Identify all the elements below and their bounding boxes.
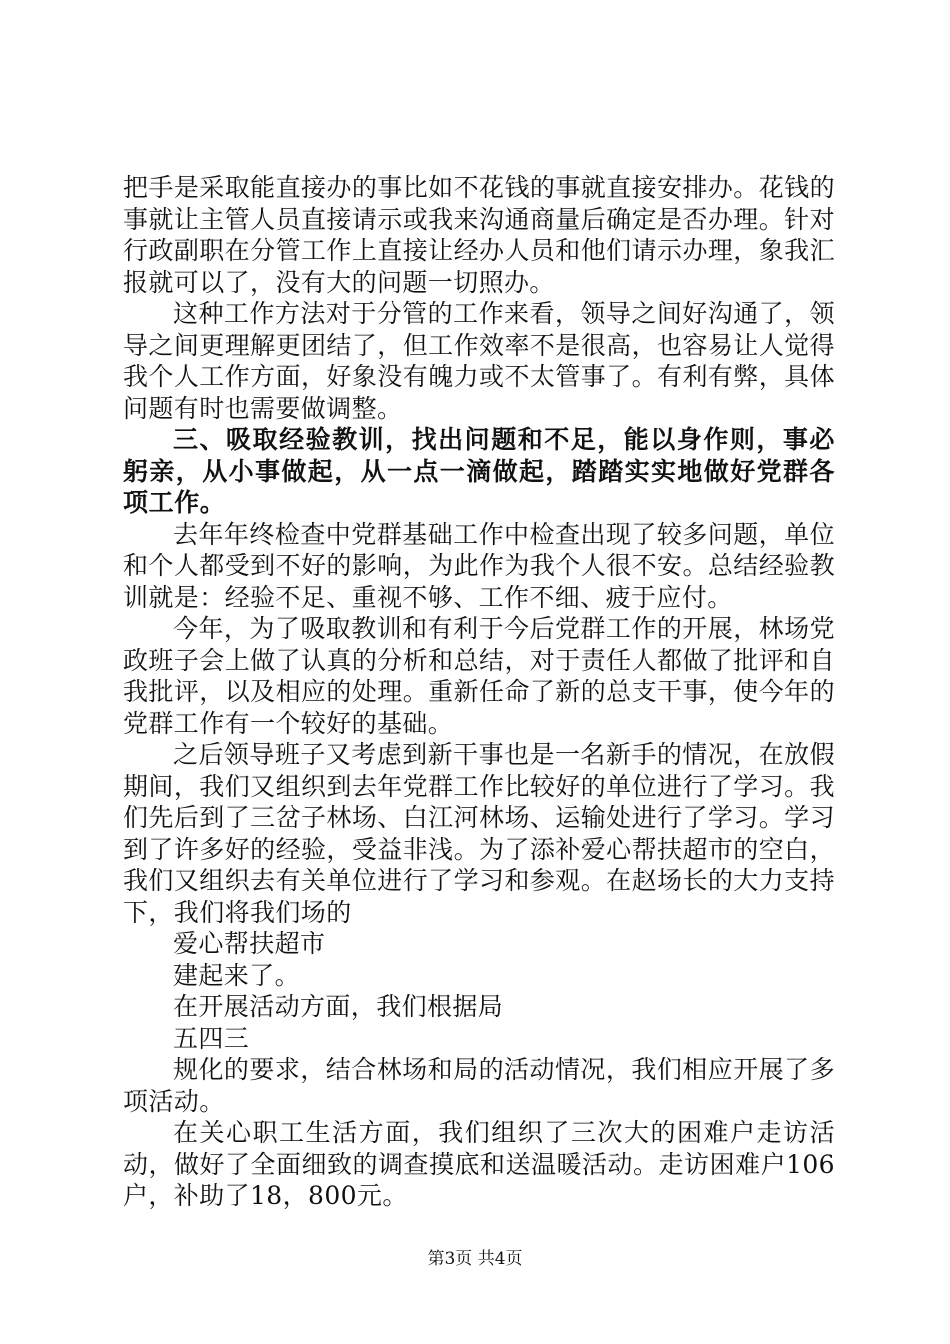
page-number: 第3页 共4页 bbox=[427, 1249, 523, 1269]
paragraph-1: 把手是采取能直接办的事比如不花钱的事就直接安排办。花钱的事就让主管人员直接请示或我来沟通商量后确定是否办理。针对行政副职在分管工作上直接让经办人员和他们请示办理，象我汇报就可以了，没有大的问题一切照办。 bbox=[123, 173, 835, 297]
document-body bbox=[123, 172, 835, 1212]
paragraph-2: 这种工作方法对于分管的工作来看，领导之间好沟通了，领导之间更理解更团结了，但工作效率不是很高，也容易让人觉得我个人工作方面，好象没有魄力或不太管事了。有利有弊，具体问题有时也需要做调整。 bbox=[123, 299, 835, 423]
paragraph-10: 五四三 bbox=[173, 1023, 250, 1053]
paragraph-9: 在开展活动方面，我们根据局 bbox=[173, 992, 504, 1021]
paragraph-12: 在关心职工生活方面，我们组织了三次大的困难户走访活动，做好了全面细致的调查摸底和送温暖活动。走访困难户106户，补助了18，800元。 bbox=[123, 1118, 835, 1210]
section-heading-3: 三、吸取经验教训，找出问题和不足，能以身作则，事必躬亲，从小事做起，从一点一滴做起，踏踏实实地做好党群各项工作。 bbox=[123, 425, 835, 517]
paragraph-8: 建起来了。 bbox=[173, 960, 301, 990]
paragraph-7: 爱心帮扶超市 bbox=[173, 929, 326, 958]
paragraph-6: 之后领导班子又考虑到新干事也是一名新手的情况，在放假期间，我们又组织到去年党群工作比较好的单位进行了学习。我们先后到了三岔子林场、白江河林场、运输处进行了学习。学习到了许多好的经验，受益非浅。为了添补爱心帮扶超市的空白，我们又组织去有关单位进行了学习和参观。在赵场长的大力支持下，我们将我们场的 bbox=[123, 740, 835, 927]
page-footer bbox=[0, 1244, 950, 1269]
paragraph-4: 去年年终检查中党群基础工作中检查出现了较多问题，单位和个人都受到不好的影响，为此作为我个人很不安。总结经验教训就是：经验不足、重视不够、工作不细、疲于应付。 bbox=[123, 519, 835, 612]
paragraph-11: 规化的要求，结合林场和局的活动情况，我们相应开展了多项活动。 bbox=[123, 1055, 835, 1116]
paragraph-5: 今年，为了吸取教训和有利于今后党群工作的开展，林场党政班子会上做了认真的分析和总结，对于责任人都做了批评和自我批评，以及相应的处理。重新任命了新的总支干事，使今年的党群工作有一个较好的基础。 bbox=[123, 614, 835, 738]
